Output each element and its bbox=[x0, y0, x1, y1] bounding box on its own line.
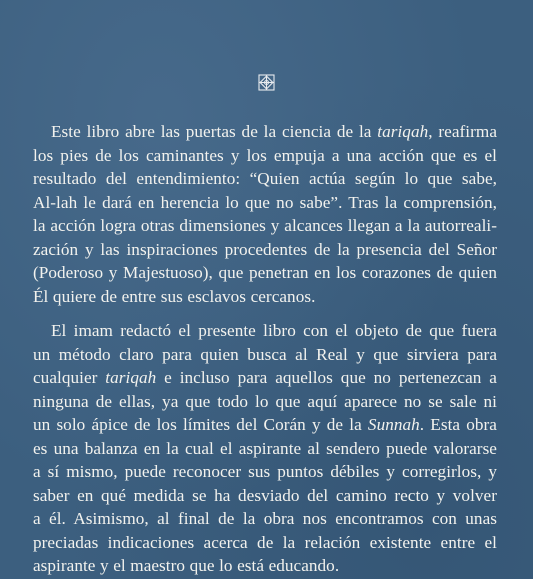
text-run: . Esta obra bbox=[419, 415, 497, 435]
text-run: (Poderoso y Majestuoso), que penetran en los corazones de quien bbox=[33, 263, 497, 283]
text-run: ninguna de ellas, ya que todo lo que aquí aparece no se sale ni bbox=[33, 391, 497, 411]
text-run: Él quiere de entre sus esclavos cercanos. bbox=[33, 286, 316, 306]
text-line bbox=[33, 531, 497, 555]
italic-term: Sunnah bbox=[367, 415, 420, 435]
text-line bbox=[33, 238, 497, 262]
text-run: a sí mismo, puede reconocer sus puntos débiles y corregirlos, y bbox=[33, 462, 497, 482]
text-line bbox=[33, 191, 497, 215]
text-line bbox=[33, 343, 497, 367]
text-line bbox=[33, 484, 497, 508]
text-line bbox=[33, 285, 497, 309]
text-run: a él. Asimismo, al final de la obra nos encontramos con unas bbox=[33, 509, 497, 529]
text-run: zación y las inspiraciones procedentes de la presencia del Señor bbox=[33, 239, 497, 259]
text-run: los pies de los caminantes y los empuja a una acción que es el bbox=[33, 145, 497, 165]
text-line bbox=[33, 554, 497, 578]
text-run: preciadas indicaciones acerca de la relación existente entre el bbox=[33, 532, 497, 552]
text-run: un método claro para quien busca al Real y que sirviera para bbox=[33, 344, 497, 364]
text-line bbox=[33, 413, 497, 437]
text-run: la acción logra otras dimensiones y alcances llegan a la autorreali- bbox=[33, 216, 497, 236]
text-run: resultado del entendimiento: “Quien actúa según lo que sabe, bbox=[33, 169, 497, 189]
text-line bbox=[33, 214, 497, 238]
text-run: Este libro abre las puertas de la ciencia de la bbox=[51, 122, 378, 141]
text-line bbox=[33, 437, 497, 461]
decorative-knot-ornament-icon bbox=[258, 74, 275, 91]
text-line bbox=[33, 167, 497, 191]
text-run: Al-lah le dará en herencia lo que no sabe”. Tras la comprensión, bbox=[33, 192, 497, 212]
text-run: e incluso para aquellos que no pertenezcan a bbox=[156, 368, 497, 388]
text-run: El imam redactó el presente libro con el objeto de que fuera bbox=[51, 321, 497, 340]
text-run: aspirante y el maestro que lo está educando. bbox=[33, 556, 340, 576]
paragraph-2 bbox=[33, 319, 497, 578]
text-line bbox=[33, 144, 497, 168]
text-run: es una balanza en la cual el aspirante al sendero puede valorarse bbox=[33, 438, 497, 458]
text-run: , reafirma bbox=[428, 122, 497, 141]
text-line bbox=[33, 460, 497, 484]
paragraph-1 bbox=[33, 120, 497, 308]
text-run: cualquier bbox=[33, 368, 106, 388]
text-run: saber en qué medida se ha desviado del camino recto y volver bbox=[33, 485, 497, 505]
italic-term: tariqah bbox=[105, 368, 157, 388]
text-line bbox=[33, 319, 497, 343]
text-line bbox=[33, 120, 497, 144]
italic-term: tariqah bbox=[377, 122, 429, 141]
text-line bbox=[33, 507, 497, 531]
text-line bbox=[33, 366, 497, 390]
text-line bbox=[33, 261, 497, 285]
text-run: un solo ápice de los límites del Corán y de la bbox=[33, 415, 368, 435]
text-line bbox=[33, 390, 497, 414]
